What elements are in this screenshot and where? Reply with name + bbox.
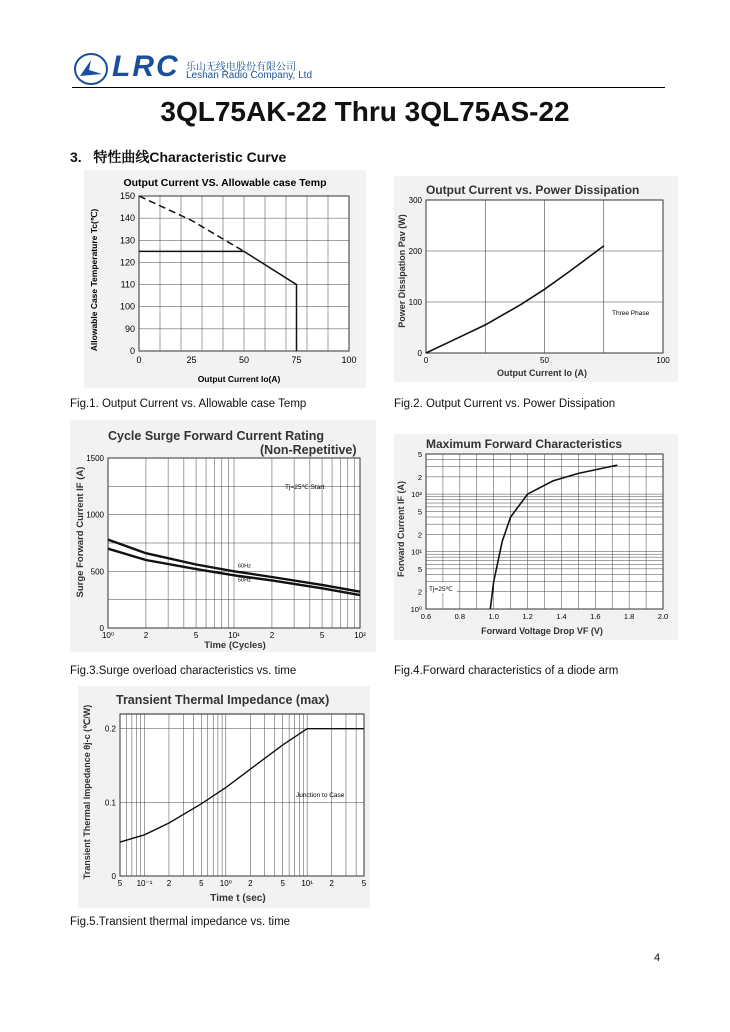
c4-y-tick-label: 2 <box>417 472 422 482</box>
chart3-title: Cycle Surge Forward Current Rating <box>108 429 325 443</box>
fig3-caption: Fig.3.Surge overload characteristics vs. time <box>70 665 297 677</box>
fig4-caption: Fig.4.Forward characteristics of a diode arm <box>394 665 619 677</box>
c3-x-tick-label: 5 <box>193 631 199 640</box>
c1-y-tick-label: 0 <box>129 346 135 356</box>
c4-y-tick-label: 10⁰ <box>410 605 422 614</box>
chart5-title: Transient Thermal Impedance (max) <box>116 693 330 707</box>
c4-y-tick-label: 10¹ <box>411 547 422 557</box>
c3-x-tick-label: 5 <box>319 631 325 640</box>
c2-x-tick-label: 100 <box>656 356 670 365</box>
fig1-caption: Fig.1. Output Current vs. Allowable case Temp <box>70 398 307 410</box>
chart5-annotation: Junction to Case <box>296 792 345 799</box>
chart2-annotation: Three Phase <box>612 310 650 317</box>
c5-x-tick-label: 10¹ <box>301 879 313 888</box>
chart2-grid <box>426 200 663 353</box>
chart1-xlabel: Output Current Io(A) <box>197 374 281 384</box>
c4-y-tick-label: 5 <box>417 450 422 459</box>
header-rule <box>72 87 665 88</box>
chart5-ylabel: Transient Thermal Impedance θj-c (℃/W) <box>82 704 92 880</box>
c5-x-tick-label: 2 <box>329 879 334 888</box>
fig5-caption: Fig.5.Transient thermal impedance vs. time <box>70 916 291 928</box>
c5-y-tick-label: 0 <box>111 872 116 881</box>
chart4-grid <box>426 454 663 609</box>
c5-x-tick-label: 5 <box>280 879 285 888</box>
chart-thermal-impedance <box>78 686 370 908</box>
c4-x-tick-label: 0.8 <box>454 612 466 621</box>
chart1-ylabel: Allowable Case Temperature Tc(℃) <box>89 208 99 352</box>
c4-x-tick-label: 0.6 <box>420 612 432 621</box>
c5-x-tick-label: 5 <box>361 879 367 888</box>
c1-x-tick-label: 100 <box>341 355 357 365</box>
c1-y-tick-label: 120 <box>119 257 135 268</box>
logo-text: LRC <box>112 50 180 83</box>
c1-x-tick-label: 50 <box>238 355 250 365</box>
c5-y-tick-label: 0.2 <box>104 724 116 734</box>
chart5-xlabel: Time t (sec) <box>210 893 266 904</box>
c1-x-tick-label: 75 <box>291 355 302 365</box>
chart1-title: Output Current VS. Allowable case Temp <box>123 177 327 189</box>
chart-output-vs-power <box>394 176 678 382</box>
c4-y-tick-label: 5 <box>417 507 422 517</box>
chart-surge-current <box>70 420 376 652</box>
c5-x-tick-label: 10⁰ <box>219 879 232 888</box>
c4-x-tick-label: 1.4 <box>556 612 567 621</box>
c5-x-tick-label: 2 <box>248 879 253 888</box>
c3-x-tick-label: 10¹ <box>228 631 240 640</box>
document-title: 3QL75AK-22 Thru 3QL75AS-22 <box>160 96 570 127</box>
c2-y-tick-label: 0 <box>417 349 422 358</box>
section-title: 特性曲线Characteristic Curve <box>93 149 287 165</box>
chart2-ylabel: Power Dissipation Pav (W) <box>397 214 407 328</box>
chart-output-vs-case-temp <box>84 170 366 388</box>
fig2-caption: Fig.2. Output Current vs. Power Dissipation <box>394 398 616 410</box>
chart3-xlabel: Time (Cycles) <box>204 640 266 651</box>
chart1-grid <box>139 196 349 351</box>
chart2-title: Output Current vs. Power Dissipation <box>426 183 640 197</box>
c4-y-tick-label: 2 <box>417 530 422 540</box>
c3-x-tick-label: 10² <box>354 631 366 640</box>
c5-x-tick-label: 5 <box>199 879 204 888</box>
c1-y-tick-label: 140 <box>119 213 135 224</box>
company-name-cn: 乐山无线电股份有限公司 <box>186 62 296 73</box>
c3-x-tick-label: 2 <box>143 631 149 640</box>
chart3-ylabel: Surge Forward Current IF (A) <box>75 466 86 598</box>
c4-x-tick-label: 1.2 <box>522 612 533 621</box>
chart4-annotation: Tj=25℃ <box>429 586 453 593</box>
c1-y-tick-label: 130 <box>119 235 135 246</box>
company-name-en: Leshan Radio Company, Ltd <box>186 70 313 81</box>
chart4-xlabel: Forward Voltage Drop VF (V) <box>481 626 603 636</box>
page-number: 4 <box>654 952 661 964</box>
c1-x-tick-label: 25 <box>186 355 197 365</box>
c4-x-tick-label: 2.0 <box>657 612 669 621</box>
c3-y-tick-label: 1000 <box>86 510 104 520</box>
c3-x-tick-label: 2 <box>269 631 275 640</box>
c3-series-label: 50Hz <box>238 577 251 584</box>
c2-x-tick-label: 50 <box>540 356 549 365</box>
c3-y-tick-label: 0 <box>99 624 104 633</box>
c3-series-label: 60Hz <box>238 563 251 570</box>
c5-x-tick-label: 5 <box>117 879 123 888</box>
c2-y-tick-label: 100 <box>408 298 422 307</box>
c5-x-tick-label: 2 <box>166 879 172 888</box>
c3-x-tick-label: 10⁰ <box>101 631 115 640</box>
section-heading <box>70 147 286 167</box>
c1-y-tick-label: 90 <box>124 323 135 334</box>
lrc-logo-icon <box>74 52 108 86</box>
c1-y-tick-label: 110 <box>120 279 135 290</box>
chart4-ylabel: Forward Current IF (A) <box>396 481 406 577</box>
c5-y-tick-label: 0.1 <box>104 798 116 808</box>
c2-y-tick-label: 300 <box>408 196 422 205</box>
c1-x-tick-label: 0 <box>136 355 142 365</box>
c5-x-tick-label: 10⁻¹ <box>136 879 153 888</box>
c1-y-tick-label: 150 <box>119 191 135 201</box>
c4-x-tick-label: 1.8 <box>623 612 635 621</box>
c4-y-tick-label: 2 <box>417 587 422 597</box>
c4-y-tick-label: 5 <box>417 564 422 574</box>
c4-x-tick-label: 1.0 <box>488 612 499 621</box>
chart3-annotation: Tj=25℃ Start <box>285 484 325 491</box>
c4-y-tick-label: 10² <box>411 490 422 500</box>
c4-x-tick-label: 1.6 <box>590 612 601 621</box>
c3-y-tick-label: 500 <box>90 567 104 577</box>
section-number: 3. <box>70 149 82 165</box>
c2-x-tick-label: 0 <box>423 356 429 365</box>
chart-forward-characteristics <box>394 434 678 640</box>
chart4-title: Maximum Forward Characteristics <box>426 437 623 451</box>
chart2-xlabel: Output Current Io (A) <box>497 368 587 378</box>
c2-y-tick-label: 200 <box>408 247 422 256</box>
c1-y-tick-label: 100 <box>119 301 135 312</box>
chart3-subtitle: (Non-Repetitive) <box>260 443 357 457</box>
c3-y-tick-label: 1500 <box>86 454 104 463</box>
